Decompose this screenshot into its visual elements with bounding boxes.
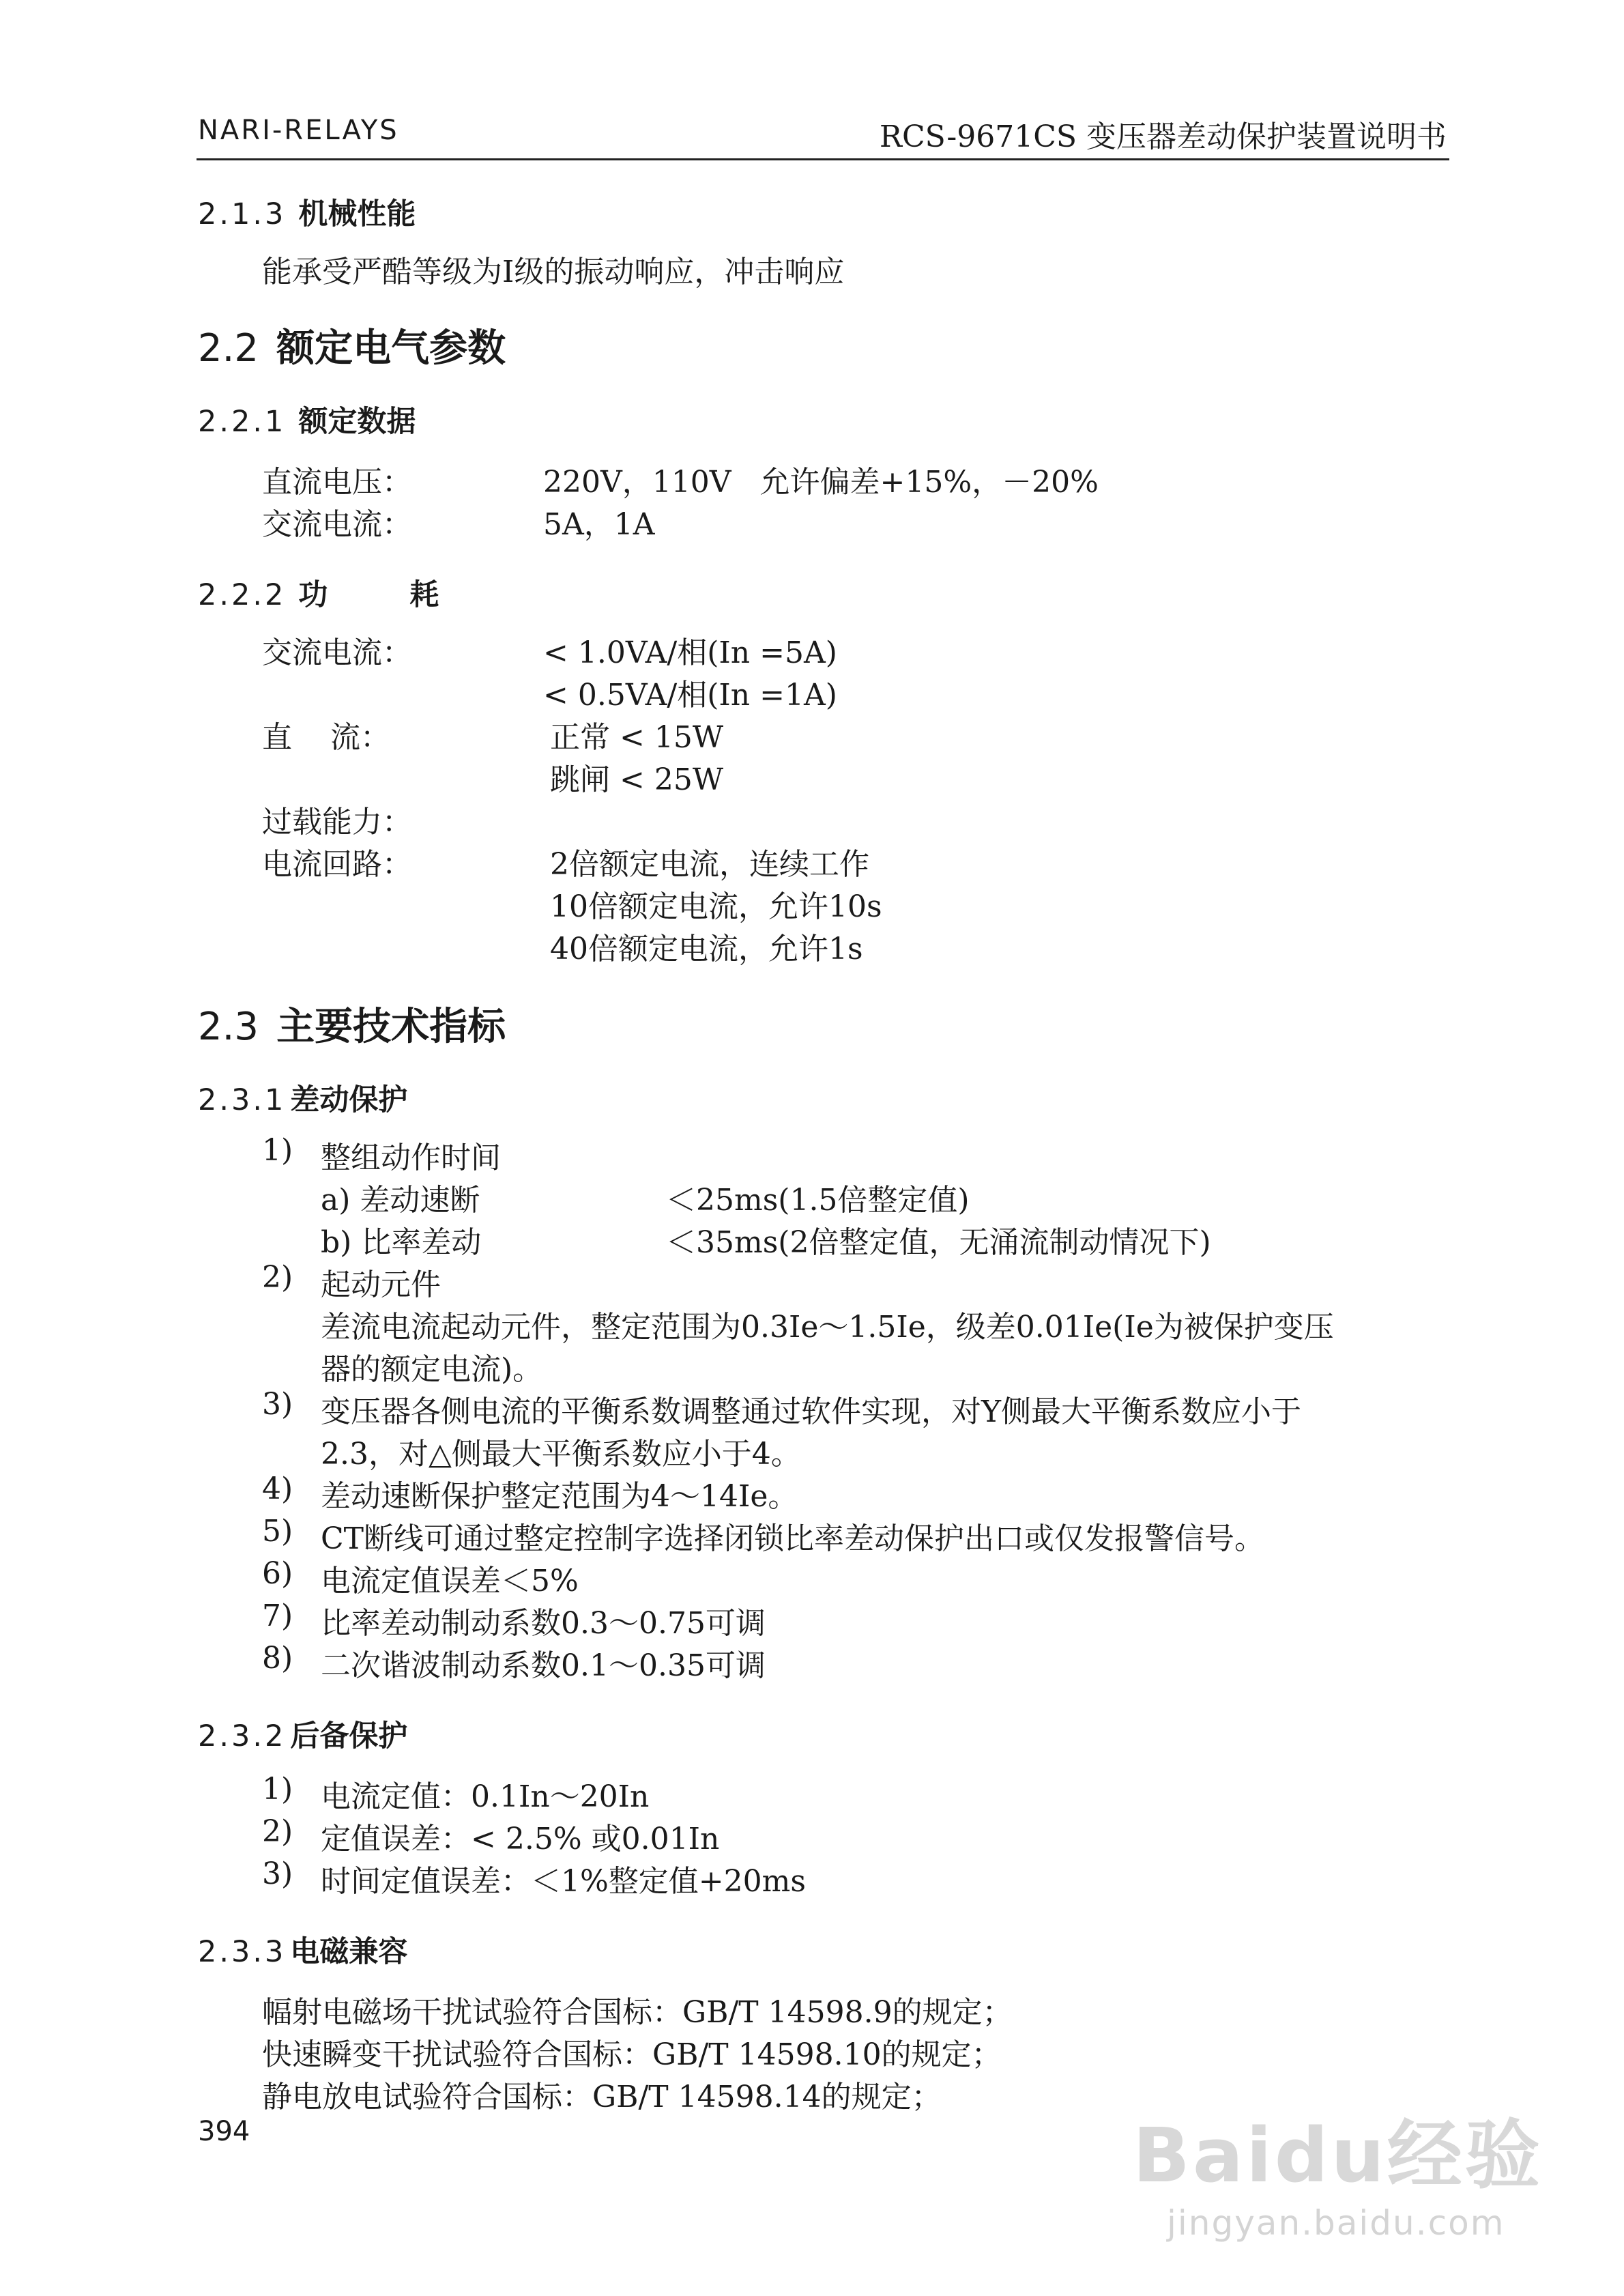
- list-item-text: 整组动作时间: [321, 1140, 501, 1175]
- section-number: 2.2.2: [198, 578, 287, 612]
- heading-2-3: [198, 996, 506, 1051]
- start-element-text-1: 差流电流起动元件，整定范围为0.3Ie～1.5Ie，级差0.01Ie(Ie为被保护变压: [321, 1310, 1334, 1345]
- power-dc-label: 直 流：: [262, 720, 390, 755]
- baidu-watermark: [1133, 2095, 1569, 2252]
- circuit-value-1: 2倍额定电流，连续工作: [550, 847, 869, 882]
- section-title: 后备保护: [290, 1719, 408, 1753]
- list-item-number: 2): [262, 1814, 293, 1849]
- heading-2-3-2: [198, 1713, 407, 1755]
- section-title-part-b: 耗: [409, 578, 439, 612]
- power-dc-value-1: 正常 < 15W: [550, 720, 724, 755]
- sub-item-a-value: ＜25ms(1.5倍整定值): [666, 1183, 970, 1218]
- list-item-number: 7): [262, 1598, 293, 1633]
- list-item-number: 3): [262, 1387, 293, 1422]
- list-item-number: 6): [262, 1556, 293, 1591]
- list-item-text: 定值误差：< 2.5% 或0.01In: [321, 1822, 720, 1856]
- list-item-text: 电流定值误差＜5%: [321, 1564, 579, 1598]
- dc-voltage-value: 220V，110V 允许偏差+15%，－20%: [543, 465, 1099, 500]
- list-item-text-continued: 2.3，对△侧最大平衡系数应小于4。: [321, 1437, 801, 1472]
- overload-label: 过载能力：: [262, 805, 412, 840]
- heading-2-1-3: [198, 191, 416, 233]
- section-number: 2.2.1: [198, 405, 287, 439]
- list-item-number: 4): [262, 1472, 293, 1506]
- header-rule: [197, 158, 1449, 160]
- start-element-text-2: 器的额定电流)。: [321, 1352, 543, 1387]
- list-item-text: 电流定值：0.1In～20In: [321, 1779, 650, 1814]
- heading-2-2-2: [198, 572, 439, 614]
- header-doc-title: RCS-9671CS 变压器差动保护装置说明书: [879, 119, 1447, 154]
- section-number: 2.3.2: [198, 1719, 287, 1753]
- list-item-number: 3): [262, 1856, 293, 1891]
- ac-current-label: 交流电流：: [262, 507, 412, 542]
- section-number: 2.2: [198, 326, 259, 371]
- sub-item-a-label: a) 差动速断: [321, 1183, 480, 1218]
- section-title: 差动保护: [290, 1083, 408, 1117]
- list-item-number: 1): [262, 1133, 293, 1168]
- sub-item-b-label: b) 比率差动: [321, 1225, 482, 1260]
- list-item-number: 8): [262, 1641, 293, 1676]
- emc-line-2: 快速瞬变干扰试验符合国标：GB/T 14598.10的规定；: [262, 2037, 1002, 2072]
- section-number: 2.1.3: [198, 197, 287, 231]
- section-number: 2.3.1: [198, 1083, 287, 1117]
- dc-voltage-label: 直流电压：: [262, 465, 412, 500]
- heading-2-3-1: [198, 1077, 407, 1119]
- power-ac-value-2: < 0.5VA/相(In =1A): [543, 678, 837, 713]
- power-dc-value-2: 跳闸 < 25W: [550, 762, 724, 797]
- list-item-text: 差动速断保护整定范围为4～14Ie。: [321, 1479, 798, 1514]
- list-item-text: 比率差动制动系数0.3～0.75可调: [321, 1606, 766, 1641]
- list-item-number: 5): [262, 1514, 293, 1549]
- heading-2-3-3: [198, 1929, 407, 1970]
- circuit-label: 电流回路：: [262, 847, 412, 882]
- section-title: 机械性能: [298, 197, 416, 231]
- list-item-text: 变压器各侧电流的平衡系数调整通过软件实现，对Y侧最大平衡系数应小于: [321, 1394, 1302, 1429]
- list-item-text: 时间定值误差：＜1%整定值+20ms: [321, 1864, 806, 1899]
- section-title: 电磁兼容: [290, 1935, 408, 1969]
- heading-2-2: [198, 318, 506, 373]
- section-title-part-a: 功: [298, 578, 328, 612]
- section-number: 2.3.3: [198, 1935, 287, 1969]
- heading-2-2-1: [198, 399, 416, 440]
- list-item-text: 起动元件: [321, 1267, 441, 1302]
- list-item-text: CT断线可通过整定控制字选择闭锁比率差动保护出口或仅发报警信号。: [321, 1521, 1265, 1556]
- section-title: 额定数据: [298, 405, 416, 439]
- emc-line-1: 幅射电磁场干扰试验符合国标：GB/T 14598.9的规定；: [262, 1995, 1013, 2030]
- watermark-brand: Baidu经验: [1133, 2112, 1543, 2199]
- sub-item-b-value: ＜35ms(2倍整定值，无涌流制动情况下): [666, 1225, 1211, 1260]
- power-ac-label: 交流电流：: [262, 635, 412, 670]
- emc-line-3: 静电放电试验符合国标：GB/T 14598.14的规定；: [262, 2080, 942, 2114]
- section-title: 额定电气参数: [276, 326, 506, 371]
- header-brand: NARI-RELAYS: [198, 115, 399, 146]
- power-ac-value-1: < 1.0VA/相(In =5A): [543, 635, 837, 670]
- section-title: 主要技术指标: [276, 1005, 506, 1049]
- watermark-url: jingyan.baidu.com: [1167, 2203, 1505, 2243]
- ac-current-value: 5A，1A: [543, 507, 655, 542]
- circuit-value-2: 10倍额定电流，允许10s: [550, 889, 882, 924]
- list-item-number: 1): [262, 1772, 293, 1807]
- section-number: 2.3: [198, 1005, 259, 1049]
- circuit-value-3: 40倍额定电流，允许1s: [550, 932, 863, 966]
- list-item-number: 2): [262, 1260, 293, 1295]
- list-item-text: 二次谐波制动系数0.1～0.35可调: [321, 1648, 766, 1683]
- mechanical-text: 能承受严酷等级为Ⅰ级的振动响应，冲击响应: [262, 255, 845, 289]
- page-number: 394: [198, 2116, 250, 2147]
